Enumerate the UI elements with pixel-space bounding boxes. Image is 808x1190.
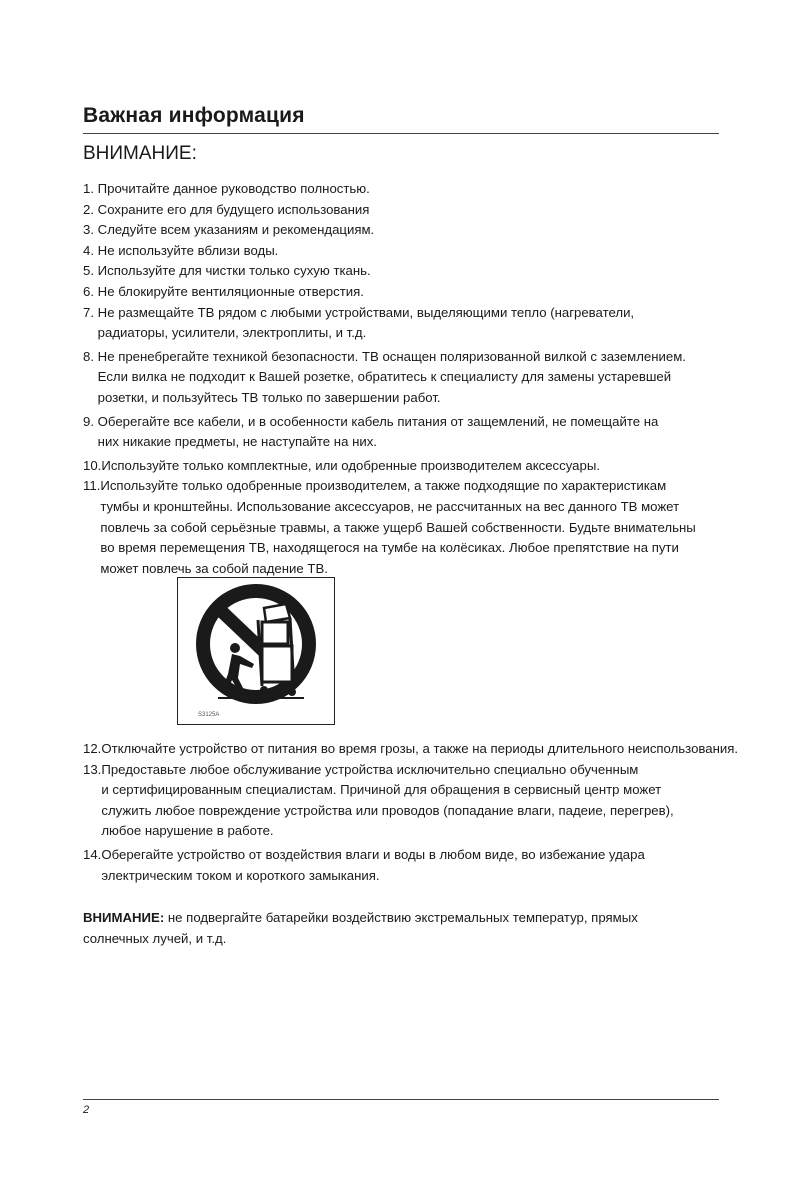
list-item	[83, 412, 773, 453]
list-item	[83, 347, 773, 409]
list-item-text: Предоставьте любое обслуживание устройства исключительно специально обученным	[101, 761, 639, 777]
list-item-number: 4.	[83, 242, 98, 258]
list-item-text: Не размещайте ТВ рядом с любыми устройствами, выделяющими тепло (нагреватели,	[97, 304, 635, 320]
list-item-number: 2.	[83, 201, 98, 217]
battery-warning-note	[83, 908, 723, 949]
list-item-number: 1.	[83, 181, 98, 196]
note-text-line-1: не подвергайте батарейки воздействию экстремальных температур, прямых	[164, 910, 638, 925]
list-item-text: электрическим током и короткого замыкания.	[101, 867, 380, 883]
list-item-text: Отключайте устройство от питания во время грозы, а также на периоды длительного неиспользования.	[101, 741, 739, 756]
list-item-text: Используйте только одобренные производителем, а также подходящие по характеристикам	[100, 478, 667, 494]
warning-heading: ВНИМАНИЕ:	[83, 143, 197, 164]
safety-list-part-2	[83, 739, 773, 889]
cart-tip-over-icon	[178, 578, 334, 724]
note-text-line-2: солнечных лучей, и т.д.	[83, 930, 227, 946]
list-item-number: 11.	[83, 478, 101, 494]
list-item-text: Не пренебрегайте техникой безопасности. ТВ оснащен поляризованной вилкой с заземлением.	[97, 348, 686, 364]
safety-list-part-1	[83, 179, 773, 582]
list-item-number: 9.	[83, 413, 98, 429]
list-item-text: Используйте только комплектные, или одобренные производителем аксессуары.	[101, 457, 600, 473]
list-item-text: Используйте для чистки только сухую ткань.	[97, 263, 371, 279]
list-item-number: 6.	[83, 283, 98, 299]
list-item-text: Прочитайте данное руководство полностью.	[97, 181, 370, 196]
list-item-text: любое нарушение в работе.	[101, 823, 274, 839]
list-item-number: 10.	[83, 457, 102, 473]
list-item-number: 8.	[83, 348, 98, 364]
list-item-text: Не используйте вблизи воды.	[97, 242, 279, 258]
list-item-number: 7.	[83, 304, 98, 320]
list-item	[83, 220, 773, 241]
list-item	[83, 739, 773, 760]
page-title: Важная информация	[83, 104, 305, 127]
list-item-text: Оберегайте все кабели, и в особенности кабель питания от защемлений, не помещайте на	[97, 413, 659, 429]
list-item-text: служить любое повреждение устройства или проводов (попадание влаги, падеие, перегрев),	[101, 802, 674, 818]
list-item-number: 12.	[83, 741, 102, 756]
list-item-text: повлечь за собой серьёзные травмы, а также ущерб Вашей собственности. Будьте внимательны	[100, 519, 696, 535]
page-number: 2	[83, 1104, 90, 1116]
list-item-number: 3.	[83, 222, 98, 238]
list-item	[83, 760, 773, 842]
list-item	[83, 241, 773, 262]
list-item-text: них никакие предметы, не наступайте на них.	[97, 434, 377, 450]
list-item	[83, 282, 773, 303]
list-item	[83, 200, 773, 221]
list-item-text: Если вилка не подходит к Вашей розетке, обратитесь к специалисту для замены устаревшей	[97, 369, 672, 385]
list-item	[83, 261, 773, 282]
list-item-text: Следуйте всем указаниям и рекомендациям.	[97, 222, 375, 238]
list-item-text: розетки, и пользуйтесь ТВ только по завершении работ.	[97, 389, 441, 405]
list-item	[83, 845, 773, 886]
cart-warning-figure	[177, 577, 335, 725]
list-item-text: и сертифицированным специалистам. Причиной для обращения в сервисный центр может	[101, 782, 662, 798]
figure-code: S3125A	[198, 712, 220, 718]
list-item-number: 13.	[83, 761, 102, 777]
list-item-text: Не блокируйте вентиляционные отверстия.	[97, 283, 364, 299]
footer-divider	[83, 1099, 719, 1100]
list-item-text: радиаторы, усилители, электроплиты, и т.д.	[97, 325, 367, 341]
title-divider	[83, 133, 719, 134]
list-item-text: во время перемещения ТВ, находящегося на тумбе на колёсиках. Любое препятствие на пути	[100, 540, 679, 556]
list-item	[83, 303, 773, 344]
list-item-text: Оберегайте устройство от воздействия влаги и воды в любом виде, во избежание удара	[101, 846, 645, 862]
list-item	[83, 179, 773, 200]
list-item	[83, 456, 773, 477]
list-item-number: 14.	[83, 846, 102, 862]
list-item-number: 5.	[83, 263, 98, 279]
list-item-text: тумбы и кронштейны. Использование аксессуаров, не рассчитанных на вес данного ТВ может	[100, 498, 680, 514]
note-label: ВНИМАНИЕ:	[83, 910, 165, 925]
list-item-text: Сохраните его для будущего использования	[97, 201, 370, 217]
list-item-text: может повлечь за собой падение ТВ.	[100, 560, 328, 576]
list-item	[83, 476, 773, 579]
